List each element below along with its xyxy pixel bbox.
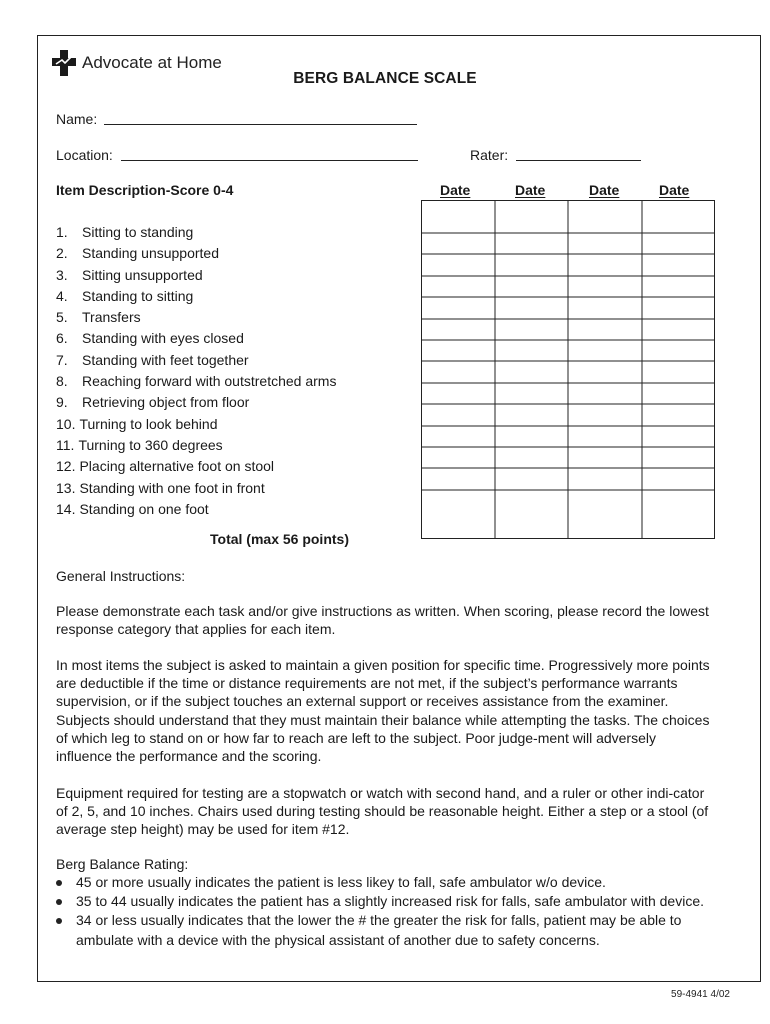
score-grid[interactable] [421, 200, 715, 539]
list-item: 14. Standing on one foot [56, 500, 209, 517]
rating-heading: Berg Balance Rating: [56, 856, 189, 872]
name-field[interactable] [104, 124, 417, 125]
list-item: 7. Standing with feet together [56, 351, 249, 368]
list-item: 8. Reaching forward with outstretched arms [56, 373, 337, 390]
date-header-1: Date [440, 182, 471, 198]
rating-list [56, 873, 711, 950]
page-title: BERG BALANCE SCALE [293, 70, 477, 87]
list-item: 1. Sitting to standing [56, 224, 194, 240]
instructions-p2: In most items the subject is asked to maintain a given position for specific time. Progressively more points are deductible if the time or distance requirements are not met, if the subject’s performance warrants supervision, or if the subject touches an external support or receives assistance from the examiner. Subjects should understand that they must maintain their balance while attempting the tasks. The choices of which leg to stand on or how far to reach are left to the subject. Poor judge-ment will adversely influence the performance and the scoring. [56, 657, 710, 765]
list-item: 35 to 44 usually indicates the patient has a slightly increased risk for falls, safe ambulator with device. [56, 892, 711, 911]
date-header-4: Date [659, 182, 690, 198]
list-item: 4. Standing to sitting [56, 287, 194, 304]
instructions-p1: Please demonstrate each task and/or give instructions as written. When scoring, please record the lowest response category that applies for each item. [56, 603, 709, 638]
list-item: 12. Placing alternative foot on stool [56, 458, 275, 475]
list-item: 45 or more usually indicates the patient is less likey to fall, safe ambulator w/o device. [56, 873, 711, 892]
instructions-p3: Equipment required for testing are a stopwatch or watch with second hand, and a ruler or other indi-cator of 2, 5, and 10 inches. Chairs used during testing should be reasonable height. Either a step or a stool (of average step height) may be used for item #12. [56, 785, 709, 838]
list-item: 13. Standing with one foot in front [56, 479, 265, 496]
list-item: 10. Turning to look behind [56, 415, 218, 432]
location-field[interactable] [121, 160, 418, 161]
list-item: 6. Standing with eyes closed [56, 330, 244, 347]
instructions-heading: General Instructions: [56, 568, 186, 584]
date-header-2: Date [515, 182, 546, 198]
total-label: Total (max 56 points) [210, 531, 349, 547]
item-list [56, 222, 336, 520]
form-number: 59-4941 4/02 [671, 989, 730, 1000]
list-item: 2. Standing unsupported [56, 245, 219, 262]
item-description-header: Item Description-Score 0-4 [56, 182, 234, 198]
brand-name: Advocate at Home [82, 53, 222, 72]
list-item: 3. Sitting unsupported [56, 266, 203, 283]
list-item: 34 or less usually indicates that the lower the # the greater the risk for falls, patient may be able to ambulate with a device with the physical assistant of another due to safety concerns. [56, 911, 711, 949]
location-label: Location: [56, 147, 113, 163]
list-item: 11. Turning to 360 degrees [56, 436, 223, 453]
rater-field[interactable] [516, 160, 641, 161]
list-item: 9. Retrieving object from floor [56, 394, 250, 411]
name-label: Name: [56, 111, 98, 127]
list-item: 5. Transfers [56, 309, 141, 326]
rater-label: Rater: [470, 147, 509, 163]
date-header-3: Date [589, 182, 620, 198]
